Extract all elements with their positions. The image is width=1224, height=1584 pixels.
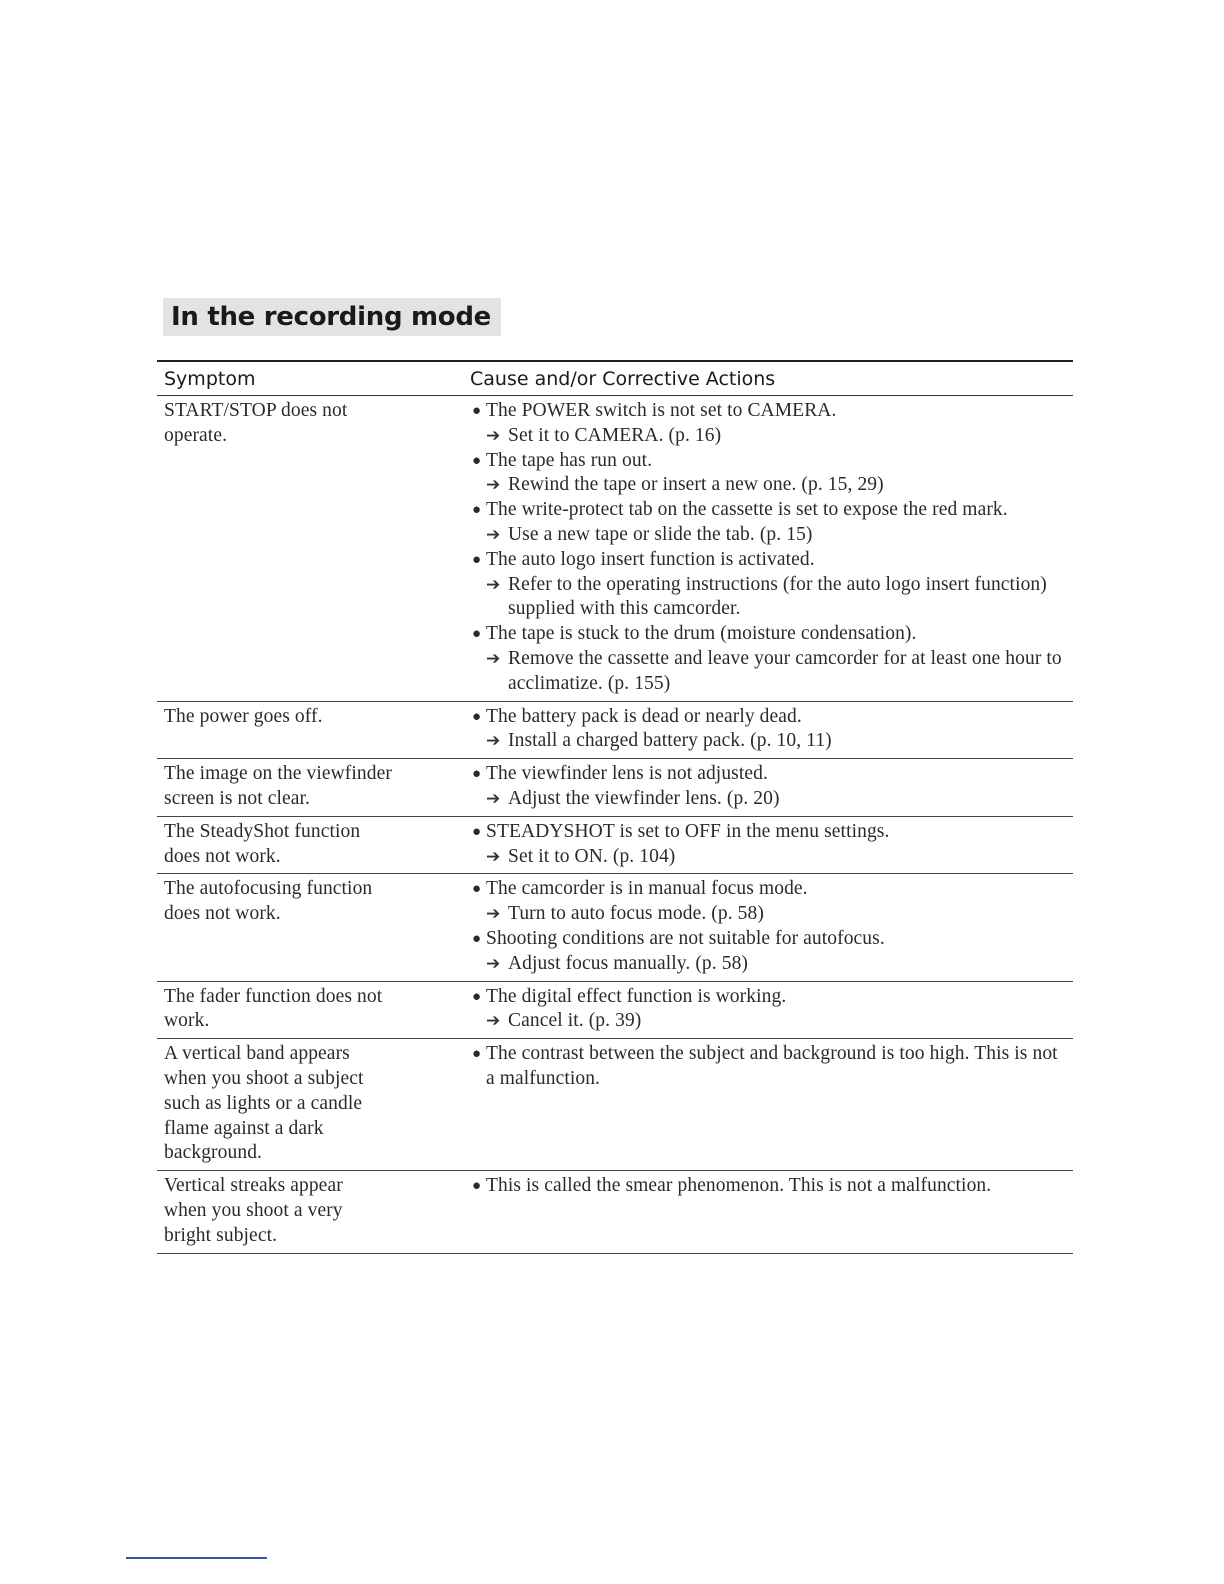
table-row (157, 817, 1073, 875)
action-text: Remove the cassette and leave your camcorder for at least one hour to acclimatize. (p. 155) (508, 647, 1062, 694)
cause-item (470, 548, 1069, 573)
cause-cell (470, 985, 1073, 1035)
action-item (470, 787, 1069, 812)
cause-item (470, 985, 1069, 1010)
action-text: Cancel it. (p. 39) (508, 1010, 642, 1032)
cause-cell (470, 705, 1073, 755)
arrow-right-icon: ➔ (486, 788, 501, 809)
arrow-right-icon: ➔ (486, 648, 501, 669)
footer-rule (126, 1557, 267, 1559)
header-symptom: Symptom (164, 367, 256, 390)
cause-text: The battery pack is dead or nearly dead. (486, 705, 802, 727)
action-item (470, 845, 1069, 870)
bullet-icon: ● (472, 823, 482, 840)
action-item (470, 424, 1069, 449)
symptom-cell (157, 820, 470, 870)
arrow-right-icon: ➔ (486, 1011, 501, 1032)
cause-text: The write-protect tab on the cassette is set to expose the red mark. (486, 499, 1008, 521)
action-item (470, 902, 1069, 927)
table-body (157, 396, 1073, 1254)
cause-item (470, 498, 1069, 523)
cause-text: The camcorder is in manual focus mode. (486, 878, 808, 900)
cause-item (470, 705, 1069, 730)
cause-cell (470, 399, 1073, 697)
bullet-icon: ● (472, 452, 482, 469)
action-text: Set it to CAMERA. (p. 16) (508, 424, 722, 446)
cause-cell (470, 1042, 1073, 1166)
symptom-cell (157, 762, 470, 812)
cause-item (470, 762, 1069, 787)
troubleshooting-table (157, 360, 1073, 1254)
symptom-text: The fader function does not work. (164, 985, 383, 1032)
cause-item (470, 449, 1069, 474)
table-row (157, 759, 1073, 817)
cause-item (470, 399, 1069, 424)
cause-item (470, 1174, 1069, 1199)
table-row (157, 1039, 1073, 1171)
arrow-right-icon: ➔ (486, 846, 501, 867)
action-item (470, 952, 1069, 977)
action-item (470, 473, 1069, 498)
table-row (157, 396, 1073, 702)
table-row (157, 702, 1073, 760)
table-row (157, 982, 1073, 1040)
arrow-right-icon: ➔ (486, 574, 501, 595)
action-text: Refer to the operating instructions (for the auto logo insert function) supplied with this camcorder. (508, 573, 1047, 620)
action-text: Set it to ON. (p. 104) (508, 845, 676, 867)
symptom-text: The SteadyShot function does not work. (164, 820, 361, 867)
bullet-icon: ● (472, 988, 482, 1005)
symptom-cell (157, 877, 470, 976)
symptom-cell (157, 985, 470, 1035)
cause-item (470, 1042, 1069, 1092)
arrow-right-icon: ➔ (486, 904, 501, 925)
cause-cell (470, 1174, 1073, 1248)
action-text: Adjust the viewfinder lens. (p. 20) (508, 787, 780, 809)
cause-item (470, 877, 1069, 902)
header-cause: Cause and/or Corrective Actions (470, 367, 776, 390)
symptom-cell (157, 1174, 470, 1248)
action-item (470, 729, 1069, 754)
action-text: Rewind the tape or insert a new one. (p. 15, 29) (508, 474, 884, 496)
action-text: Turn to auto focus mode. (p. 58) (508, 903, 764, 925)
cause-cell (470, 877, 1073, 976)
arrow-right-icon: ➔ (486, 475, 501, 496)
symptom-text: Vertical streaks appear when you shoot a very bright subject. (164, 1175, 343, 1246)
symptom-cell (157, 1042, 470, 1166)
table-row (157, 874, 1073, 981)
arrow-right-icon: ➔ (486, 524, 501, 545)
cause-text: The tape is stuck to the drum (moisture condensation). (486, 623, 917, 645)
arrow-right-icon: ➔ (486, 953, 501, 974)
bullet-icon: ● (472, 1178, 482, 1195)
action-text: Use a new tape or slide the tab. (p. 15) (508, 523, 813, 545)
cause-item (470, 622, 1069, 647)
bullet-icon: ● (472, 551, 482, 568)
symptom-text: START/STOP does not operate. (164, 400, 348, 446)
table-row (157, 1171, 1073, 1253)
table-header (157, 362, 1073, 396)
symptom-cell (157, 399, 470, 697)
bullet-icon: ● (472, 1046, 482, 1063)
cause-text: Shooting conditions are not suitable for autofocus. (486, 927, 885, 949)
cause-text: The auto logo insert function is activated. (486, 548, 815, 570)
cause-text: The tape has run out. (486, 449, 653, 471)
arrow-right-icon: ➔ (486, 731, 501, 752)
section-heading: In the recording mode (163, 298, 501, 336)
action-item (470, 647, 1069, 697)
bullet-icon: ● (472, 403, 482, 419)
action-text: Adjust focus manually. (p. 58) (508, 952, 749, 974)
action-item (470, 573, 1069, 623)
symptom-text: The autofocusing function does not work. (164, 878, 373, 925)
cause-item (470, 820, 1069, 845)
cause-text: The viewfinder lens is not adjusted. (486, 763, 768, 785)
cause-text: The contrast between the subject and background is too high. This is not a malfunction. (486, 1043, 1058, 1089)
cause-item (470, 927, 1069, 952)
cause-text: STEADYSHOT is set to OFF in the menu settings. (486, 820, 890, 842)
symptom-text: The power goes off. (164, 705, 323, 727)
cause-cell (470, 820, 1073, 870)
action-item (470, 1009, 1069, 1034)
bullet-icon: ● (472, 708, 482, 725)
symptom-text: The image on the viewfinder screen is not clear. (164, 763, 392, 809)
symptom-cell (157, 705, 470, 755)
symptom-text: A vertical band appears when you shoot a subject such as lights or a candle flame against a dark background. (164, 1043, 364, 1164)
cause-text: The POWER switch is not set to CAMERA. (486, 400, 837, 421)
bullet-icon: ● (472, 881, 482, 898)
bullet-icon: ● (472, 766, 482, 783)
cause-cell (470, 762, 1073, 812)
bullet-icon: ● (472, 502, 482, 519)
arrow-right-icon: ➔ (486, 425, 501, 446)
action-text: Install a charged battery pack. (p. 10, 11) (508, 730, 832, 752)
bullet-icon: ● (472, 930, 482, 947)
bullet-icon: ● (472, 626, 482, 643)
cause-text: The digital effect function is working. (486, 985, 787, 1007)
action-item (470, 523, 1069, 548)
cause-text: This is called the smear phenomenon. This is not a malfunction. (486, 1175, 992, 1197)
